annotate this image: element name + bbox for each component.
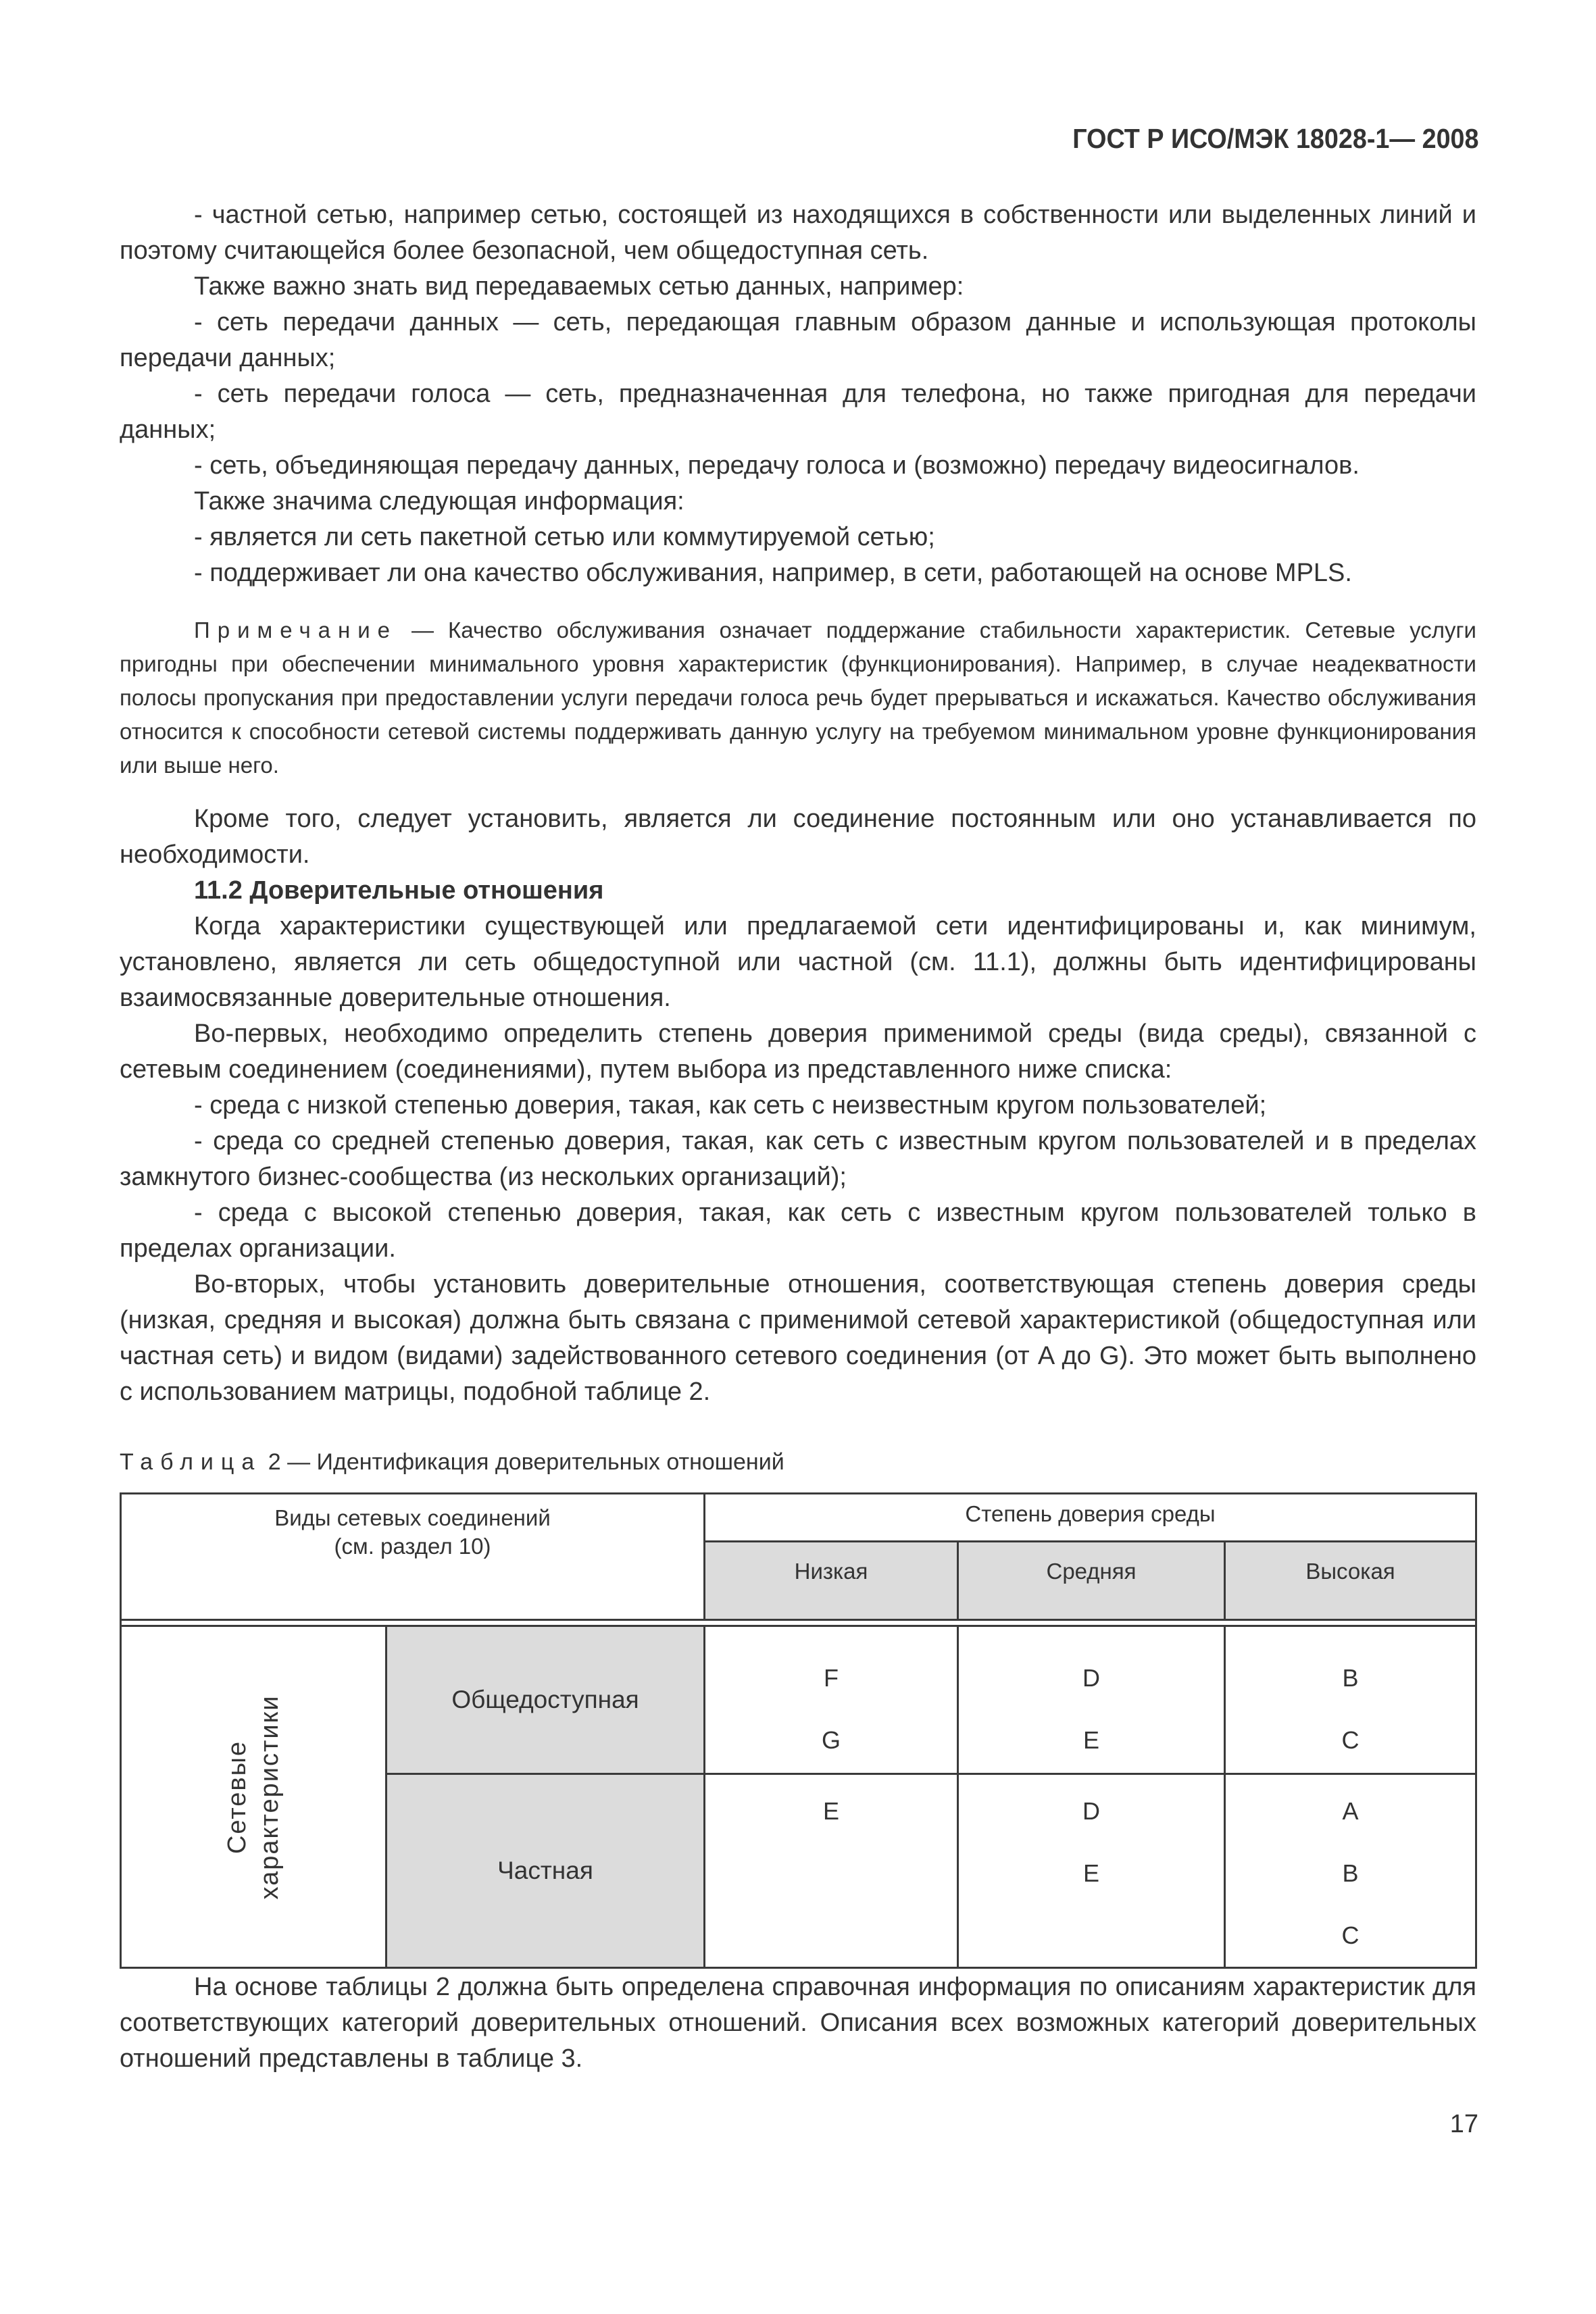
page-number: 17 <box>1449 2110 1478 2138</box>
table-row <box>121 1626 1476 1774</box>
header-divider <box>121 1620 1476 1626</box>
cell-private-high: A B C <box>1225 1774 1476 1968</box>
column-header-low: Низкая <box>705 1541 958 1619</box>
table-caption-label: Таблица <box>120 1449 262 1475</box>
paragraph: Также значима следующая информация: <box>194 487 684 515</box>
section-heading: 11.2 Доверительные отношения <box>194 876 604 905</box>
list-item: - сеть передачи голоса — сеть, предназначенная для телефона, но также пригодная для передачи данных; <box>120 380 1476 444</box>
document-code-header: ГОСТ Р ИСО/МЭК 18028-1— 2008 <box>1072 123 1478 154</box>
row-header-public: Общедоступная <box>386 1626 705 1774</box>
closing-text-block <box>120 1969 1476 2077</box>
cell-private-low: E <box>705 1774 958 1968</box>
cell-public-medium: D E <box>958 1626 1225 1774</box>
list-item: - среда с низкой степенью доверия, такая, как сеть с неизвестным кругом пользователей; <box>194 1091 1267 1120</box>
cell-public-high: B C <box>1225 1626 1476 1774</box>
intro-text-block <box>120 197 1476 591</box>
paragraph: Во-вторых, чтобы установить доверительные отношения, соответствующая степень доверия среды (низкая, средняя и высокая) должна быть связана с применимой сетевой характеристикой (общедоступная или частная сеть) и видом (видами) задействованного сетевого соединения (от A до G). Это может быть выполнено с использованием матрицы, подобной таблице 2. <box>120 1270 1476 1406</box>
trust-level-header: Степень доверия среды <box>705 1494 1476 1542</box>
note-text: — Качество обслуживания означает поддержание стабильности характеристик. Сетевые услуги пригодны при обеспечении минимального уровня характеристик (функционирования). Например, в случае неадекватности полосы пропускания при предоставлении услуги передачи голоса речь будет прерываться и искажаться. Качество обслуживания относится к способности сетевой системы поддерживать данную услугу на требуемом минимальном уровне функционирования или выше него. <box>120 618 1476 778</box>
trust-matrix-table <box>120 1492 1477 1969</box>
list-item: - сеть, объединяющая передачу данных, передачу голоса и (возможно) передачу видеосигналов. <box>194 451 1360 480</box>
table-caption-text: 2 — Идентификация доверительных отношений <box>261 1449 784 1475</box>
list-item: - среда с высокой степенью доверия, такая, как сеть с известным кругом пользователей только в пределах организации. <box>120 1199 1476 1263</box>
cell-private-medium: D E <box>958 1774 1225 1968</box>
note-block <box>120 613 1476 782</box>
connection-types-header: Виды сетевых соединений (см. раздел 10) <box>121 1494 705 1620</box>
list-item: - является ли сеть пакетной сетью или коммутируемой сетью; <box>194 523 935 551</box>
paragraph: Кроме того, следует установить, является ли соединение постоянным или оно устанавливается по необходимости. <box>120 805 1476 869</box>
paragraph: На основе таблицы 2 должна быть определена справочная информация по описаниям характеристик для соответствующих категорий доверительных отношений. Описания всех возможных категорий доверительных отношений представлены в таблице 3. <box>120 1973 1476 2073</box>
list-item: - поддерживает ли она качество обслуживания, например, в сети, работающей на основе MPLS. <box>194 559 1352 587</box>
paragraph: Когда характеристики существующей или предлагаемой сети идентифицированы и, как минимум, установлено, является ли сеть общедоступной или частной (см. 11.1), должны быть идентифицированы взаимосвязанные доверительные отношения. <box>120 912 1476 1012</box>
network-characteristics-label: Сетевые характеристики <box>121 1626 386 1968</box>
list-item: - сеть передачи данных — сеть, передающая главным образом данные и использующая протоколы передачи данных; <box>120 308 1476 372</box>
row-header-private: Частная <box>386 1774 705 1968</box>
paragraph: - частной сетью, например сетью, состоящей из находящихся в собственности или выделенных линий и поэтому считающейся более безопасной, чем общедоступная сеть. <box>120 201 1476 265</box>
cell-public-low: F G <box>705 1626 958 1774</box>
section-text-block <box>120 801 1476 1410</box>
list-item: - среда со средней степенью доверия, такая, как сеть с известным кругом пользователей и в пределах замкнутого бизнес-сообщества (из нескольких организаций); <box>120 1127 1476 1191</box>
column-header-high: Высокая <box>1225 1541 1476 1619</box>
table-caption <box>120 1449 784 1476</box>
note-label: Примечание <box>194 618 398 643</box>
paragraph: Также важно знать вид передаваемых сетью данных, например: <box>194 272 964 301</box>
paragraph: Во-первых, необходимо определить степень доверия применимой среды (вида среды), связанной с сетевым соединением (соединениями), путем выбора из представленного ниже списка: <box>120 1020 1476 1084</box>
column-header-medium: Средняя <box>958 1541 1225 1619</box>
